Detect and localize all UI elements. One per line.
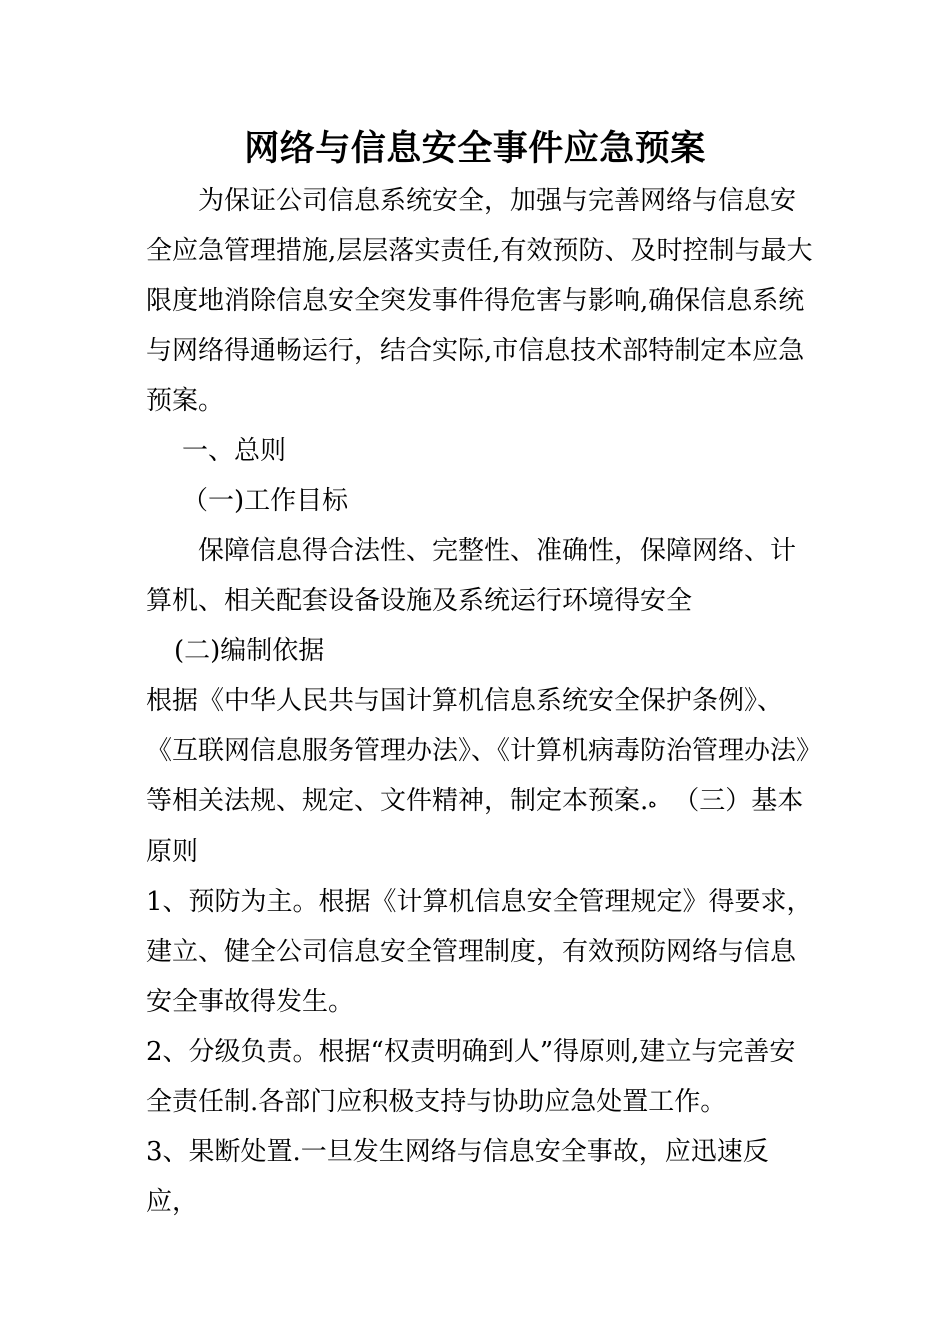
goals-paragraph: 保障信息得合法性、完整性、准确性，保障网络、计算机、相关配套设备设施及系统运行环境得安全: [146, 536, 797, 616]
subsection-heading-principles: （三）基本原则: [146, 786, 804, 867]
section-heading-general: 一、总则: [182, 436, 287, 466]
principle-decisive: 3、果断处置.一旦发生网络与信息安全事故，应迅速反应，: [146, 1137, 769, 1217]
basis-text: 根据《中华人民共与国计算机信息系统安全保护条例》、《互联网信息服务管理办法》、《计算机病毒防治管理办法》等相关法规、规定、文件精神，制定本预案.: [146, 686, 810, 816]
intro-paragraph: 为保证公司信息系统安全，加强与完善网络与信息安全应急管理措施,层层落实责任,有效预防、及时控制与最大限度地消除信息安全突发事件得危害与影响,确保信息系统与网络得通畅运行，结合实际,市信息技术部特制定本应急预案。: [146, 186, 813, 416]
subsection-heading-basis: (二)编制依据: [174, 636, 325, 666]
principle-responsibility: 2、分级负责。根据“权责明确到人”得原则,建立与完善安全责任制.各部门应积极支持与协助应急处置工作。: [146, 1037, 796, 1117]
subsection-heading-goals: （一)工作目标: [182, 486, 349, 516]
basis-paragraph: [146, 676, 814, 877]
document-body: [146, 176, 814, 1227]
principle-prevention: 1、预防为主。根据《计算机信息安全管理规定》得要求，建立、健全公司信息安全管理制度，有效预防网络与信息安全事故得发生。: [146, 887, 813, 1017]
stray-mark: ه: [648, 792, 657, 811]
document-title: 网络与信息安全事件应急预案: [244, 129, 706, 169]
